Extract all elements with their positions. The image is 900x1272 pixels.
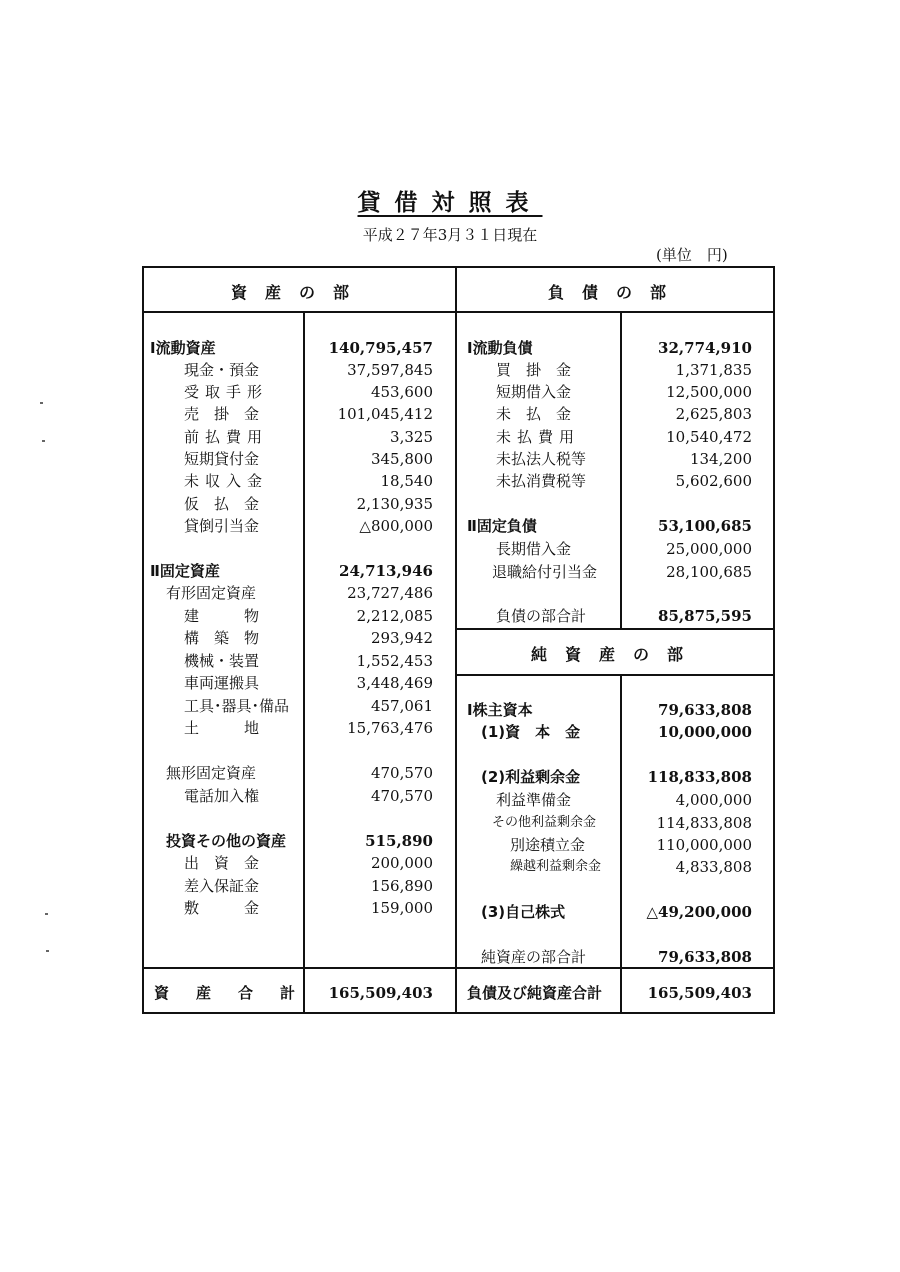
liability-label: 長期借入金	[496, 540, 572, 558]
header-rule	[142, 311, 775, 313]
liability-total-label: 負債の部合計	[496, 607, 587, 625]
net-asset-label: 利益準備金	[496, 791, 572, 809]
net-asset-label: (3)自己株式	[481, 903, 566, 921]
asset-label: 無形固定資産	[166, 764, 257, 782]
asset-value: 470,570	[370, 787, 433, 805]
assets-total-label: 資 産 合 計	[154, 984, 302, 1002]
unit-note: (単位 円)	[656, 246, 728, 264]
asset-value: 457,061	[370, 697, 433, 715]
net-asset-total-value: 79,633,808	[658, 948, 752, 966]
liability-label: Ⅰ流動負債	[467, 339, 533, 357]
asset-value: 453,600	[370, 383, 433, 401]
asset-label: Ⅰ流動資産	[150, 339, 216, 357]
net-asset-label: その他利益剰余金	[492, 815, 597, 830]
scan-speck	[42, 440, 45, 442]
asset-value: 345,800	[370, 450, 433, 468]
net-assets-header: 純資産の部	[530, 645, 701, 664]
net-assets-header-bottom-rule	[455, 674, 775, 676]
net-asset-value: 114,833,808	[656, 814, 752, 832]
assets-header: 資産の部	[230, 283, 367, 302]
net-asset-label: (2)利益剰余金	[481, 768, 581, 786]
asset-value: 515,890	[365, 832, 433, 850]
scan-speck	[45, 913, 48, 915]
liability-label: 退職給付引当金	[492, 563, 598, 581]
liability-total-value: 85,875,595	[658, 607, 752, 625]
liability-label: Ⅱ固定負債	[467, 517, 537, 535]
asset-label: 短期貸付金	[184, 450, 260, 468]
liability-value: 5,602,600	[675, 472, 752, 490]
assets-total-value: 165,509,403	[328, 984, 433, 1002]
asset-value: 23,727,486	[347, 584, 433, 602]
net-asset-value: 118,833,808	[647, 768, 752, 786]
asset-value: 2,130,935	[356, 495, 433, 513]
scan-speck	[40, 402, 43, 404]
asset-label: 未収入金	[184, 472, 269, 490]
liability-value: 28,100,685	[666, 563, 752, 581]
liability-value: 10,540,472	[666, 428, 752, 446]
asset-label: 建 物	[184, 607, 260, 625]
asset-label: Ⅱ固定資産	[150, 562, 220, 580]
scan-speck	[46, 950, 49, 952]
net-asset-label: 繰越利益剰余金	[510, 859, 602, 874]
asset-value: 156,890	[370, 877, 433, 895]
asset-label: 売 掛 金	[184, 405, 260, 423]
asset-label: 土 地	[184, 719, 260, 737]
net-asset-label: Ⅰ株主資本	[467, 701, 533, 719]
asset-value: 3,448,469	[356, 674, 433, 692]
asset-label: 出 資 金	[184, 854, 260, 872]
net-asset-total-label: 純資産の部合計	[481, 948, 587, 966]
document-title: 貸借対照表	[357, 190, 543, 216]
asset-label: 貸倒引当金	[184, 517, 260, 535]
asset-label: 機械・装置	[184, 652, 260, 670]
asset-value: 159,000	[370, 899, 433, 917]
liability-value: 53,100,685	[658, 517, 752, 535]
asset-label: 仮 払 金	[184, 495, 260, 513]
net-asset-label: 別途積立金	[510, 836, 586, 854]
asset-value: 293,942	[370, 629, 433, 647]
net-asset-value: △49,200,000	[646, 903, 752, 921]
liabilities-header: 負債の部	[547, 283, 684, 302]
asset-value: 200,000	[370, 854, 433, 872]
liability-value: 2,625,803	[675, 405, 752, 423]
center-divider	[455, 266, 457, 1014]
liability-label: 買 掛 金	[496, 361, 572, 379]
net-asset-value: 110,000,000	[656, 836, 752, 854]
assets-value-divider	[303, 311, 305, 1014]
liability-label: 未払法人税等	[496, 450, 587, 468]
net-asset-value: 4,000,000	[675, 791, 752, 809]
liab-value-divider-bottom	[620, 674, 622, 1014]
asset-label: 前払費用	[184, 428, 269, 446]
liab-net-total-label: 負債及び純資産合計	[467, 984, 603, 1002]
asset-label: 電話加入権	[184, 787, 260, 805]
as-of-date: 平成２７年3月３１日現在	[362, 226, 538, 244]
asset-value: 15,763,476	[347, 719, 433, 737]
asset-value: 1,552,453	[356, 652, 433, 670]
liab-net-total-value: 165,509,403	[647, 984, 752, 1002]
liability-label: 未 払 金	[496, 405, 572, 423]
asset-value: 18,540	[380, 472, 433, 490]
asset-label: 工具･器具･備品	[184, 697, 290, 715]
asset-value: 3,325	[390, 428, 433, 446]
net-asset-value: 4,833,808	[675, 858, 752, 876]
asset-label: 差入保証金	[184, 877, 260, 895]
asset-label: 車両運搬具	[184, 674, 260, 692]
asset-value: 470,570	[370, 764, 433, 782]
asset-value: 24,713,946	[339, 562, 433, 580]
asset-label: 敷 金	[184, 899, 260, 917]
asset-label: 構 築 物	[184, 629, 260, 647]
liability-value: 12,500,000	[666, 383, 752, 401]
net-asset-label: (1)資 本 金	[481, 723, 581, 741]
asset-label: 投資その他の資産	[166, 832, 287, 850]
asset-value: 37,597,845	[347, 361, 433, 379]
asset-value: 2,212,085	[356, 607, 433, 625]
asset-value: △800,000	[359, 517, 433, 535]
liability-value: 134,200	[689, 450, 752, 468]
liability-label: 短期借入金	[496, 383, 572, 401]
asset-label: 現金・預金	[184, 361, 260, 379]
asset-label: 受取手形	[184, 383, 269, 401]
asset-label: 有形固定資産	[166, 584, 257, 602]
net-asset-value: 10,000,000	[658, 723, 752, 741]
liability-value: 25,000,000	[666, 540, 752, 558]
asset-value: 101,045,412	[337, 405, 433, 423]
liab-value-divider-top	[620, 311, 622, 629]
liability-value: 1,371,835	[675, 361, 752, 379]
liability-label: 未払消費税等	[496, 472, 587, 490]
asset-value: 140,795,457	[328, 339, 433, 357]
net-assets-header-top-rule	[455, 628, 775, 630]
net-asset-value: 79,633,808	[658, 701, 752, 719]
liability-value: 32,774,910	[658, 339, 752, 357]
liability-label: 未払費用	[496, 428, 581, 446]
